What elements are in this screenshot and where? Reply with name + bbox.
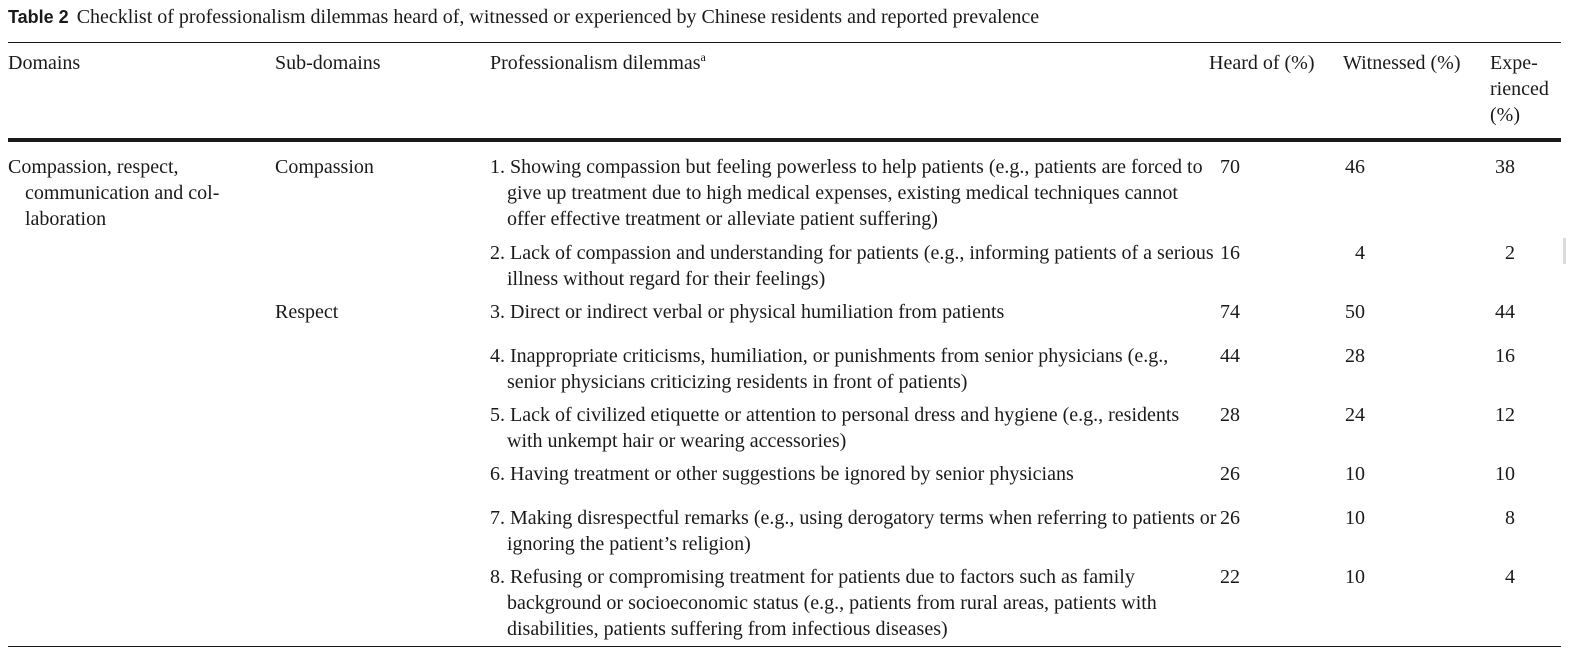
experienced-value: 16 [1495, 345, 1515, 367]
table-caption-text: Checklist of professionalism dilemmas heard of, witnessed or experienced by Chinese residents and reported prevalence [76, 6, 1040, 28]
witnessed-value: 50 [1345, 301, 1365, 323]
subdomain-respect: Respect [275, 301, 339, 323]
heard-value: 26 [1220, 507, 1240, 529]
dilemma-text: 4. Inappropriate criticisms, humiliation, or punishments from senior physicians (e.g., senior physicians criticizing residents in front of patients) [490, 345, 1169, 393]
heard-value: 70 [1220, 156, 1240, 178]
witnessed-value: 10 [1345, 507, 1365, 529]
experienced-value: 10 [1495, 463, 1515, 485]
table-caption [8, 6, 1039, 29]
experienced-value: 2 [1505, 242, 1515, 264]
header-rule [8, 138, 1561, 142]
scrollbar[interactable] [1563, 238, 1566, 264]
subdomain-compassion: Compassion [275, 156, 374, 178]
header-domains: Domains [8, 52, 81, 74]
header-experienced-line3: (%) [1490, 104, 1520, 126]
heard-value: 22 [1220, 566, 1240, 588]
witnessed-value: 46 [1345, 156, 1365, 178]
experienced-value: 8 [1505, 507, 1515, 529]
bottom-rule [8, 646, 1561, 647]
dilemma-text: 1. Showing compassion but feeling powerless to help patients (e.g., patients are forced to give up treatment due to high medical expenses, existing medical techniques cannot offer effective treatment or alleviate patient suffering) [490, 156, 1203, 230]
witnessed-value: 28 [1345, 345, 1365, 367]
experienced-value: 4 [1505, 566, 1515, 588]
dilemma-text: 6. Having treatment or other suggestions be ignored by senior physicians [490, 463, 1074, 485]
domain-cell: Compassion, respect, communication and col-laboration [8, 156, 220, 230]
dilemma-text: 7. Making disrespectful remarks (e.g., using derogatory terms when referring to patients or ignoring the patient’s religion) [490, 507, 1217, 555]
witnessed-value: 24 [1345, 404, 1365, 426]
heard-value: 28 [1220, 404, 1240, 426]
dilemma-text: 5. Lack of civilized etiquette or attention to personal dress and hygiene (e.g., residents with unkempt hair or wearing accessories) [490, 404, 1180, 452]
header-dilemmas-footnote: a [700, 50, 706, 64]
heard-value: 44 [1220, 345, 1240, 367]
dilemma-text: 3. Direct or indirect verbal or physical humiliation from patients [490, 301, 1005, 323]
heard-value: 16 [1220, 242, 1240, 264]
heard-value: 26 [1220, 463, 1240, 485]
top-rule [8, 42, 1561, 43]
header-heard: Heard of (%) [1209, 52, 1315, 74]
header-subdomains: Sub-domains [275, 52, 381, 74]
dilemma-text: 8. Refusing or compromising treatment for patients due to factors such as family background or socioeconomic status (e.g., patients from rural areas, patients with disabilities, patients suffering from infectious diseases) [490, 566, 1157, 640]
witnessed-value: 10 [1345, 566, 1365, 588]
header-witnessed: Witnessed (%) [1343, 52, 1461, 74]
table-caption-label: Table 2 [8, 7, 69, 27]
header-dilemmas [490, 50, 1200, 76]
header-dilemmas-text: Professionalism dilemmas [490, 52, 701, 74]
heard-value: 74 [1220, 301, 1240, 323]
experienced-value: 38 [1495, 156, 1515, 178]
header-experienced [1490, 50, 1560, 128]
header-experienced-line2: rienced [1490, 78, 1549, 100]
witnessed-value: 10 [1345, 463, 1365, 485]
experienced-value: 44 [1495, 301, 1515, 323]
witnessed-value: 4 [1355, 242, 1365, 264]
dilemma-text: 2. Lack of compassion and understanding for patients (e.g., informing patients of a serious illness without regard for their feelings) [490, 242, 1214, 290]
experienced-value: 12 [1495, 404, 1515, 426]
header-experienced-line1: Expe- [1490, 52, 1538, 74]
